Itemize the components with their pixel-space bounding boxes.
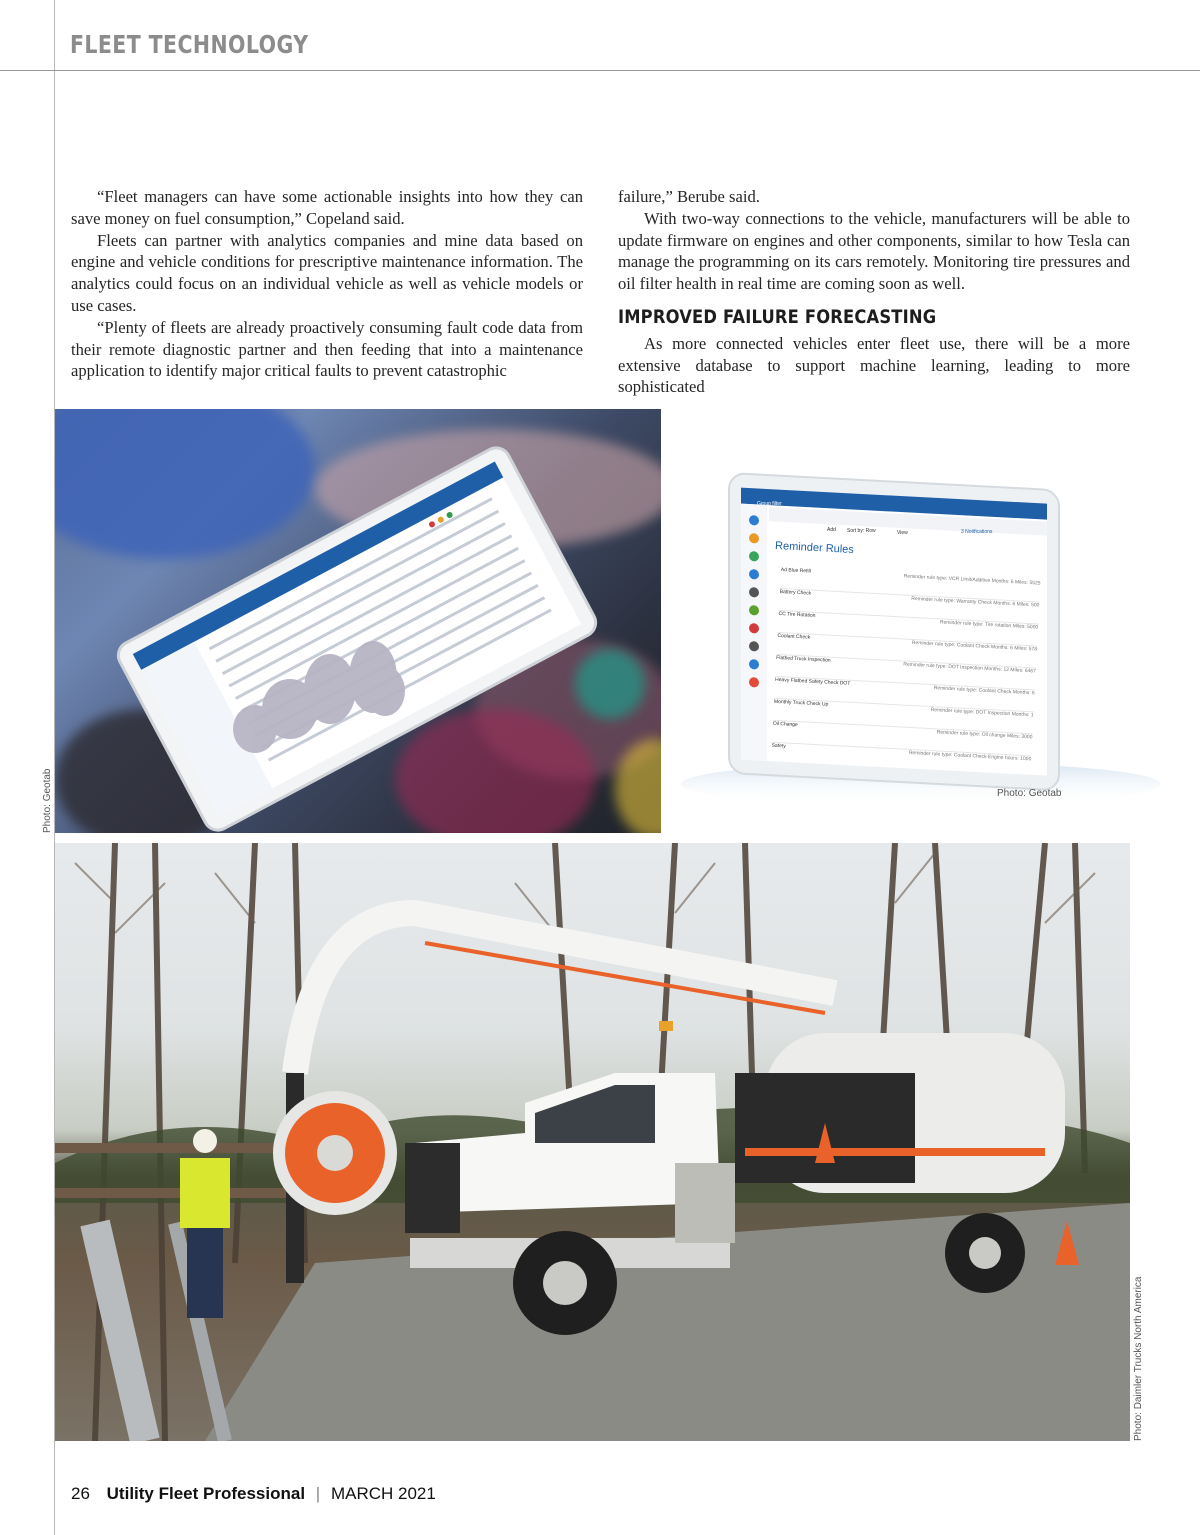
subheading: IMPROVED FAILURE FORECASTING — [618, 305, 937, 328]
ui-toolbar-view: View — [897, 530, 908, 536]
issue-date: MARCH 2021 — [330, 1484, 436, 1503]
photo-tablet-in-hand — [55, 409, 661, 833]
photo-credit-3: Photo: Daimler Trucks North America — [1133, 1276, 1144, 1441]
photo-credit-1: Photo: Geotab — [42, 768, 53, 833]
ui-rule-row: Battery Check Reminder rule type: Warranty Check Months: 6 Miles: 500 — [779, 589, 1040, 625]
paragraph: Fleets can partner with analytics companies and mine data based on engine and vehicle conditions for prescriptive maintenance information. The analytics could focus on an individual vehicle as well as vehicle models or use cases. — [71, 230, 583, 315]
page-footer — [71, 1484, 436, 1504]
footer-separator: | — [315, 1484, 321, 1503]
ui-toolbar-sort: Sort by: Row — [847, 528, 876, 534]
ui-notifications: 3 Notifications — [961, 529, 993, 535]
paragraph: As more connected vehicles enter fleet use, there will be a more extensive database to support machine learning, leading to more sophisticated — [618, 333, 1130, 397]
magazine-name: Utility Fleet Professional — [106, 1484, 306, 1503]
ui-rule-row: Safety Reminder rule type: Coolant Check Engine hours: 1000 — [771, 742, 1032, 763]
section-title: FLEET TECHNOLOGY — [70, 30, 309, 59]
ui-rule-row: Monthly Truck Check Up Reminder rule type: DOT Inspection Months: 1 — [773, 699, 1034, 735]
tablet-device-illustration — [55, 409, 661, 833]
ui-rule-row: Coolant Check Reminder rule type: Coolant Check Months: 6 Miles: 578 — [776, 633, 1037, 669]
ui-rules-list — [771, 567, 1041, 777]
photo-credit-2: Photo: Geotab — [997, 788, 1062, 799]
ui-rule-row: Flatbed Truck Inspection Reminder rule type: DOT Inspection Months: 12 Miles: 6467 — [775, 655, 1036, 691]
ui-rule-row: CC Tire Rotation Reminder rule type: Tire rotation Miles: 5000 — [778, 611, 1039, 647]
paragraph: failure,” Berube said. — [618, 187, 760, 206]
photo-vacuum-truck — [55, 843, 1130, 1441]
ui-group-filter: Group filter — [757, 501, 782, 507]
ui-toolbar-add: Add — [827, 527, 836, 533]
paragraph: “Plenty of fleets are already proactively consuming fault code data from their remote diagnostic partner and then feeding that into a maintenance application to identify major critical faults to prevent catastrophic — [71, 317, 583, 381]
ui-title: Reminder Rules — [774, 539, 855, 557]
article-column-1 — [71, 186, 583, 382]
article-column-2 — [618, 186, 1130, 398]
page-number: 26 — [71, 1484, 90, 1503]
header-rule — [0, 70, 1200, 71]
paragraph: With two-way connections to the vehicle, manufacturers will be able to update firmware on engines and other components, similar to how Tesla can manage the programming on its cars remotely. Monitoring tire pressures and oil filter health in real time are coming soon as well. — [618, 208, 1130, 294]
ui-rule-row: Heavy Flatbed Safety Check DOT Reminder rule type: Coolant Check Months: 6 — [774, 677, 1035, 713]
ui-rule-row: Ad Blue Refill Reminder rule type: VCR Limit/Additive Months: 6 Miles: 5525 — [780, 567, 1041, 603]
photo-tablet-reminder-rules — [661, 409, 1200, 833]
paragraph: “Fleet managers can have some actionable insights into how they can save money on fuel consumption,” Copeland said. — [71, 187, 583, 228]
ui-rule-row: Oil Change Reminder rule type: Oil change Miles: 3000 — [772, 721, 1033, 757]
